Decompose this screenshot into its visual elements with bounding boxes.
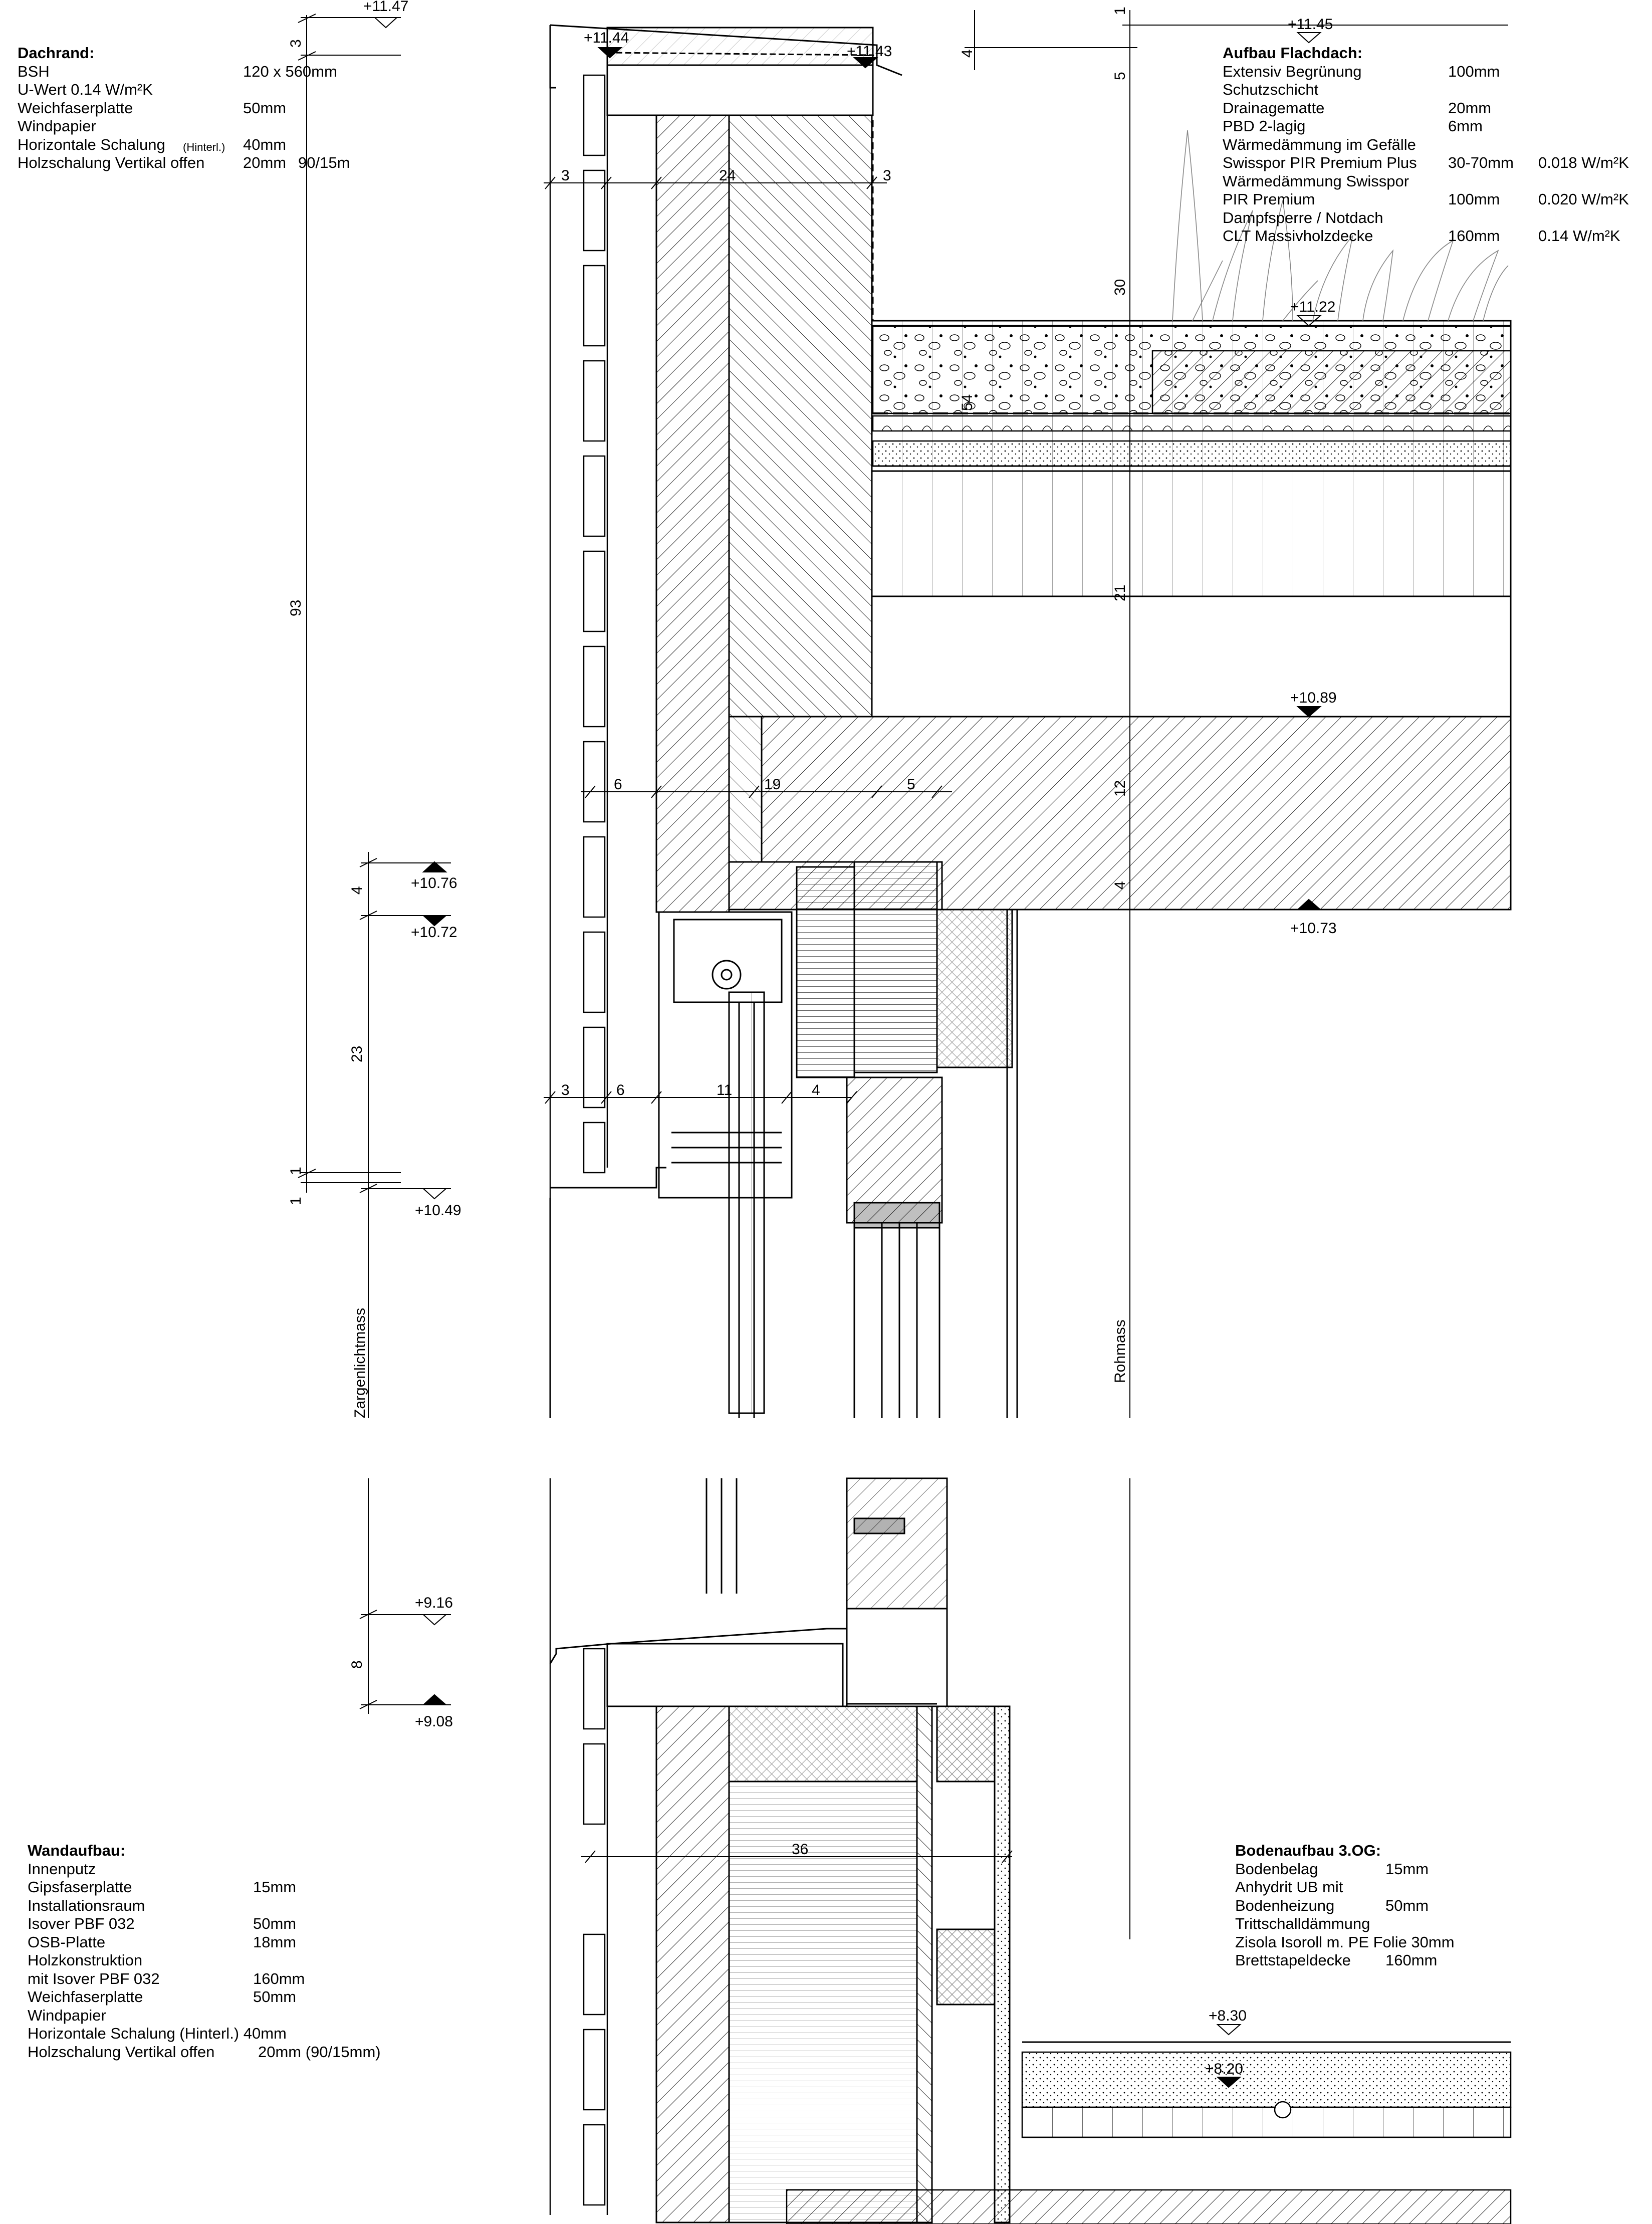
legend-row: Holzschalung Vertikal offen 20mm 90/15m [18,154,350,171]
legend-bodenaufbau [1235,1842,1546,1970]
dim-54-5: 54 [959,394,976,411]
legend-row: Extensiv Begrünung 100mm [1223,62,1500,80]
legend-bodenaufbau-title: Bodenaufbau 3.OG: [1235,1842,1381,1859]
level-lintel-mid: +10.72 [411,924,457,941]
label-zargenlichtmass: Zargenlichtmass [352,1307,368,1418]
dim-21: 21 [1112,584,1128,601]
legend-row: PBD 2-lagig 6mm [1223,117,1483,135]
level-top-left: +11.47 [363,0,409,15]
legend-row: Holzkonstruktion [28,1951,143,1969]
dim-3-window: 3 [561,1082,570,1098]
legend-row: Gipsfaserplatte 15mm [28,1878,297,1896]
legend-row: Bodenbelag 15mm [1235,1860,1429,1878]
dim-24: 24 [719,167,736,184]
legend-row: Weichfaserplatte 50mm [18,99,287,117]
legend-row: Schutzschicht [1223,81,1319,98]
dim-1-5: 1 [288,1167,304,1175]
dim-4-slab: 4 [1112,881,1128,889]
legend-row: mit Isover PBF 032 160mm [28,1969,305,1987]
legend-row: CLT Massivholzdecke 160mm 0.14 W/m²K [1223,227,1620,245]
legend-flachdach-title: Aufbau Flachdach: [1223,44,1363,62]
dim-5-top: 5 [1112,72,1128,80]
legend-row: Anhydrit UB mit [1235,1878,1343,1896]
dim-93: 93 [288,599,304,616]
level-top-right: +11.45 [1288,16,1333,33]
level-slab-top: +10.89 [1290,690,1337,706]
legend-row: Weichfaserplatte 50mm [28,1988,297,2006]
legend-row: Windpapier [18,117,96,135]
legend-row: Installationsraum [28,1896,145,1914]
legend-row: Bodenheizung 50mm [1235,1896,1429,1914]
legend-row: PIR Premium 100mm 0.020 W/m²K [1223,190,1629,208]
wall-section-lower [656,1706,1010,2222]
dim-4-lintel: 4 [349,886,365,895]
dim-19: 19 [764,776,781,793]
legend-row: Isover PBF 032 50mm [28,1915,297,1932]
dim-8: 8 [349,1660,365,1669]
dim-11: 11 [717,1082,733,1098]
facade-cladding [550,25,607,2215]
level-floor-raw: +8.20 [1205,2061,1243,2077]
level-slab-bottom: +10.73 [1290,920,1337,937]
legend-row: Innenputz [28,1860,96,1878]
legend-row: Swisspor PIR Premium Plus 30-70mm 0.018 W/m²K [1223,154,1629,171]
legend-row: Brettstapeldecke 160mm [1235,1951,1438,1969]
dim-6: 6 [614,776,622,793]
legend-row: Trittschalldämmung [1235,1915,1370,1932]
dim-3-left: 3 [561,167,570,184]
legend-dachrand-title: Dachrand: [18,44,95,62]
dim-4-top: 4 [959,49,976,58]
label-rohmass: Rohmass [1112,1319,1128,1383]
dim-36: 36 [792,1841,809,1858]
level-dachrand-left: +11.44 [584,30,629,46]
dim-6-window: 6 [616,1082,625,1098]
legend-row: Horizontale Schalung (Hinterl.) 40mm [28,2025,287,2042]
dim-5: 5 [907,776,915,793]
legend-flachdach [1223,44,1643,246]
dim-23-5: 23 [349,1045,365,1062]
legend-row: Windpapier [28,2006,106,2024]
legend-row: Zisola Isoroll m. PE Folie 30mm [1235,1933,1455,1951]
level-window-head: +10.49 [415,1202,461,1219]
legend-row: Dampfsperre / Notdach [1223,208,1383,227]
level-roof-surface: +11.22 [1290,299,1336,315]
legend-row: Horizontale Schalung (Hinterl.) 40mm [18,135,287,153]
dim-4-5: 4 [812,1082,820,1098]
level-floor-finish: +8.30 [1209,2008,1247,2024]
level-lintel-top: +10.76 [411,875,457,892]
legend-row: BSH 120 x 560mm [18,62,337,80]
dim-12: 12 [1112,780,1128,797]
legend-row: OSB-Platte 18mm [28,1933,297,1951]
level-sill-top: +9.16 [415,1595,453,1611]
dim-3-top: 3 [288,39,304,48]
dim-1: 1 [288,1197,304,1205]
legend-row: Wärmedämmung Swisspor [1223,172,1409,190]
window-sill [550,1478,947,1706]
level-sill-bottom: +9.08 [415,1713,453,1730]
legend-row: Drainagematte 20mm [1223,99,1492,117]
legend-dachrand [18,44,348,172]
legend-row: U-Wert 0.14 W/m²K [18,81,153,98]
dim-3-right: 3 [883,167,891,184]
window-frame [550,862,942,1418]
legend-row: Wärmedämmung im Gefälle [1223,135,1416,153]
level-dachrand-right: +11.43 [847,43,892,60]
legend-wandaufbau-title: Wandaufbau: [28,1842,126,1859]
dim-30-5: 30 [1112,279,1128,296]
legend-wandaufbau [28,1842,428,2061]
legend-row: Holzschalung Vertikal offen 20mm (90/15mm) [28,2043,381,2061]
dim-1-5-top: 1 [1112,7,1128,15]
